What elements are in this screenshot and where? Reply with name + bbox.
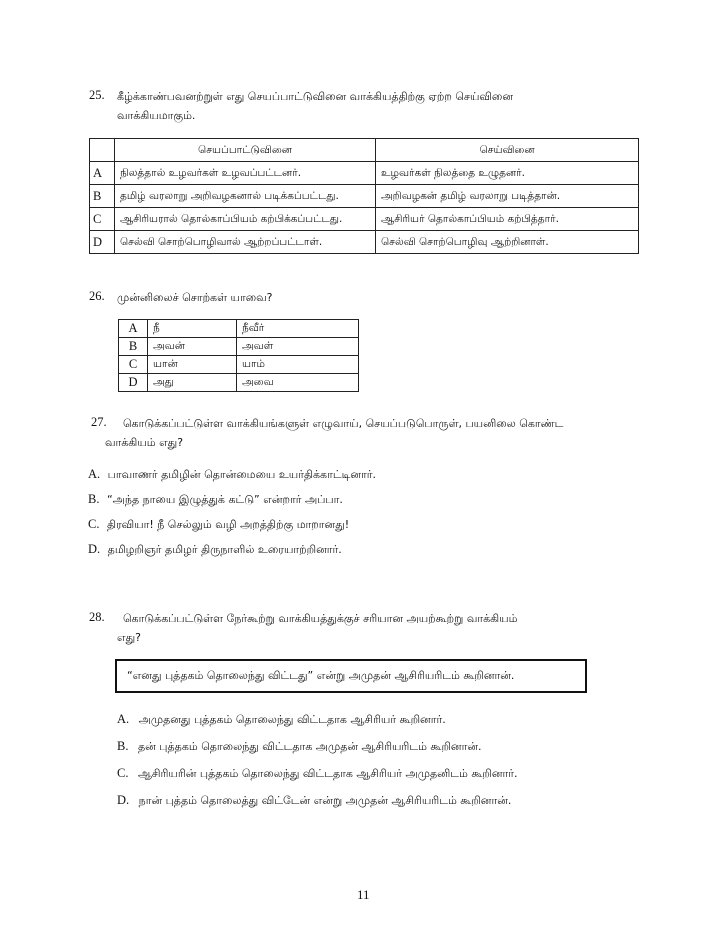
header-active-voice: செய்வினை — [376, 139, 639, 162]
plural-cell: அவை — [237, 374, 359, 392]
option-text: தமிழறிஞர் தமிழர் திருநாளில் உரையாற்றினார். — [107, 543, 342, 556]
row-letter: A — [90, 162, 115, 185]
table-row — [119, 356, 359, 374]
option-text: நான் புத்தம் தொலைத்து விட்டேன் என்று அமுதன் ஆசிரியரிடம் கூறினான். — [138, 794, 512, 807]
q28-text — [117, 609, 518, 647]
singular-cell: யான் — [148, 356, 237, 374]
q28-option[interactable] — [117, 739, 482, 755]
option-text: பாவாணர் தமிழின் தொன்மையை உயர்திக்காட்டினார். — [107, 468, 376, 481]
row-letter: B — [90, 185, 115, 208]
active-cell: ஆசிரியர் தொல்காப்பியம் கற்பித்தார். — [376, 208, 639, 231]
plural-cell: அவள் — [237, 338, 359, 356]
q25-number: 25. — [89, 88, 105, 102]
table-row — [119, 338, 359, 356]
q26-table — [118, 319, 359, 392]
q28-option[interactable] — [117, 793, 511, 809]
header-passive-voice: செயப்பாட்டுவினை — [115, 139, 376, 162]
q25-table — [89, 138, 639, 254]
option-text: ஆசிரியரின் புத்தகம் தொலைந்து விட்டதாக ஆசிரியர் அமுதனிடம் கூறினார். — [137, 767, 518, 780]
option-letter: C. — [88, 517, 100, 531]
active-cell: அறிவழகன் தமிழ் வரலாறு படித்தான். — [376, 185, 639, 208]
option-letter: A. — [117, 712, 130, 726]
q25-line-2: வாக்கியமாகும். — [117, 109, 196, 122]
header-blank-cell — [90, 139, 115, 162]
q27-option[interactable] — [88, 542, 342, 558]
option-text: “அந்த நாயை இழுத்துக் கட்டு” என்றார் அப்பா. — [106, 493, 343, 506]
q27-option[interactable] — [88, 517, 349, 533]
row-letter: D — [119, 374, 148, 392]
passive-cell: தமிழ் வரலாறு அறிவழகனால் படிக்கப்பட்டது. — [115, 185, 376, 208]
table-row — [90, 162, 639, 185]
q28-option[interactable] — [117, 712, 446, 728]
passive-cell: நிலத்தால் உழவர்கள் உழவப்பட்டனர். — [115, 162, 376, 185]
option-text: அமுதனது புத்தகம் தொலைந்து விட்டதாக ஆசிரியர் கூறினார். — [138, 713, 446, 726]
table-row — [119, 374, 359, 392]
q28-option[interactable] — [117, 766, 518, 782]
row-letter: C — [119, 356, 148, 374]
q26-number: 26. — [89, 289, 105, 303]
option-letter: B. — [117, 739, 129, 753]
table-header-row — [90, 139, 639, 162]
option-text: திரவியா! நீ செல்லும் வழி அறத்திற்கு மாறானது! — [106, 518, 350, 531]
passive-cell: செல்வி சொற்பொழிவால் ஆற்றப்பட்டாள். — [115, 231, 376, 254]
q27-line-1: கொடுக்கப்பட்டுள்ள வாக்கியங்களுள் எழுவாய், செயப்படுபொருள், பயனிலை கொண்ட — [123, 417, 564, 430]
q28-number: 28. — [89, 610, 105, 624]
option-letter: D. — [117, 793, 130, 807]
plural-cell: யாம் — [237, 356, 359, 374]
q27-option[interactable] — [88, 467, 376, 483]
table-row — [90, 231, 639, 254]
q28-line-1: கொடுக்கப்பட்டுள்ள நேர்கூற்று வாக்கியத்துக்குச் சரியான அயற்கூற்று வாக்கியம் — [123, 612, 518, 625]
q25-text — [117, 87, 513, 125]
table-row — [90, 185, 639, 208]
table-row — [119, 320, 359, 338]
row-letter: A — [119, 320, 148, 338]
q28-line-2: எது? — [117, 631, 141, 644]
option-letter: B. — [88, 492, 100, 506]
q27-text — [105, 414, 564, 452]
row-letter: B — [119, 338, 148, 356]
row-letter: C — [90, 208, 115, 231]
q27-number: 27. — [91, 415, 107, 429]
q26-text: முன்னிலைச் சொற்கள் யாவை? — [117, 291, 273, 304]
q25-line-1: கீழ்க்காண்பவனற்றுள் எது செயப்பாட்டுவினை வாக்கியத்திற்கு ஏற்ற செய்வினை — [117, 90, 514, 103]
singular-cell: அது — [148, 374, 237, 392]
row-letter: D — [90, 231, 115, 254]
option-text: தன் புத்தகம் தொலைந்து விட்டதாக அமுதன் ஆசிரியரிடம் கூறினான். — [137, 740, 482, 753]
plural-cell: நீவீர் — [237, 320, 359, 338]
active-cell: உழவர்கள் நிலத்தை உழுதனர். — [376, 162, 639, 185]
passive-cell: ஆசிரியரால் தொல்காப்பியம் கற்பிக்கப்பட்டது. — [115, 208, 376, 231]
singular-cell: நீ — [148, 320, 237, 338]
q27-option[interactable] — [88, 492, 343, 508]
direct-speech-box — [115, 659, 587, 693]
direct-speech-text: “எனது புத்தகம் தொலைந்து விட்டது” என்று அமுதன் ஆசிரியரிடம் கூறினான். — [127, 669, 515, 682]
page-number: 11 — [357, 887, 370, 902]
q27-line-2: வாக்கியம் எது? — [105, 436, 184, 449]
option-letter: A. — [88, 467, 101, 481]
option-letter: C. — [117, 766, 129, 780]
singular-cell: அவன் — [148, 338, 237, 356]
table-row — [90, 208, 639, 231]
active-cell: செல்வி சொற்பொழிவு ஆற்றினாள். — [376, 231, 639, 254]
option-letter: D. — [88, 542, 101, 556]
